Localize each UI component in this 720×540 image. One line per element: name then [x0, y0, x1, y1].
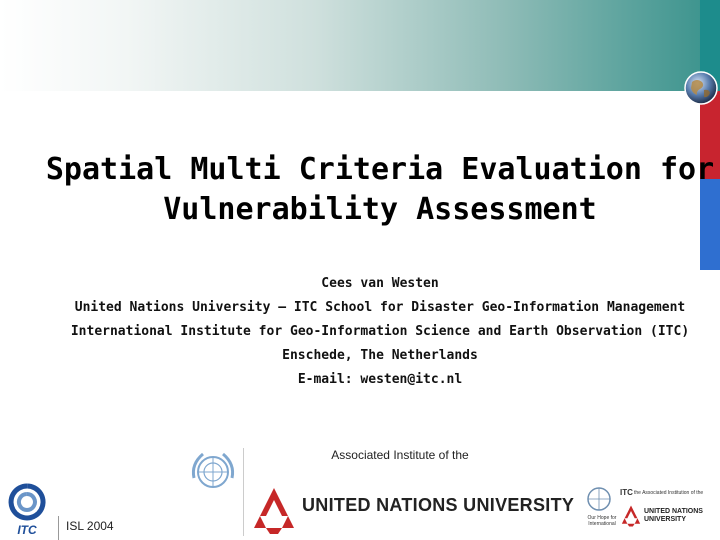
itc-logo-text: ITC — [17, 523, 37, 536]
slide-title — [40, 150, 720, 230]
mini-unu-line-1: UNITED NATIONS — [644, 508, 703, 515]
affiliation-line-1: United Nations University – ITC School for Disaster Geo-Information Management — [74, 300, 686, 315]
associated-institute-text: Associated Institute of the — [331, 448, 469, 462]
itc-logo-icon — [4, 480, 50, 536]
globe-icon — [683, 70, 719, 106]
location-line: Enschede, The Netherlands — [282, 348, 478, 363]
title-line-1: Spatial Multi Criteria Evaluation for — [45, 152, 715, 187]
un-emblem-icon — [186, 448, 240, 498]
mini-unu-logo-icon — [620, 504, 642, 528]
mini-un-caption: Our Hope for International — [587, 515, 617, 527]
mini-assoc-label: the Associated Institution of the — [634, 490, 704, 496]
mini-partner-logos — [582, 482, 718, 534]
affiliation-line-2: International Institute for Geo-Information Science and Earth Observation (ITC) — [70, 324, 690, 339]
mini-unu-line-2: UNIVERSITY — [644, 516, 687, 523]
mini-un-emblem-icon — [584, 484, 614, 514]
unu-logo-icon — [250, 486, 298, 536]
email-line: E-mail: westen@itc.nl — [297, 372, 463, 387]
header-gradient-band — [0, 0, 700, 91]
unu-wordmark: UNITED NATIONS UNIVERSITY — [302, 495, 575, 515]
mini-itc-label: ITC — [620, 488, 633, 497]
title-line-2: Vulnerability Assessment — [163, 192, 597, 227]
logo-divider — [243, 448, 244, 536]
author-block — [40, 272, 720, 392]
mini-unu-wordmark — [644, 508, 703, 524]
footer-label: ISL 2004 — [66, 519, 114, 533]
author-name: Cees van Westen — [321, 276, 439, 291]
